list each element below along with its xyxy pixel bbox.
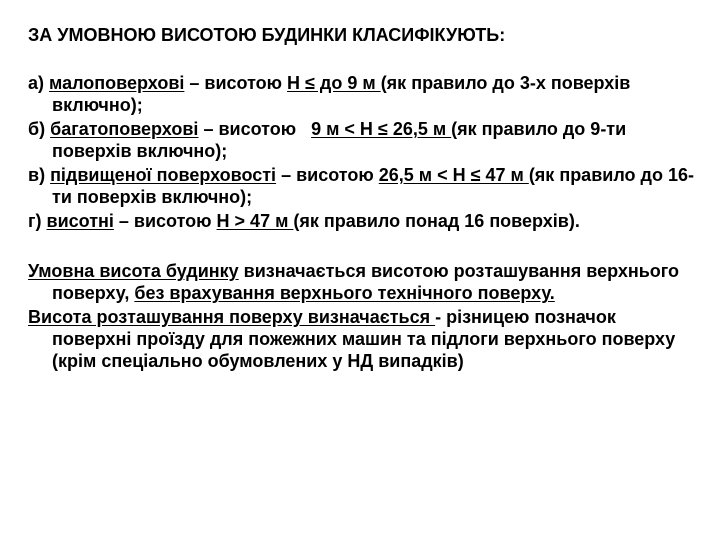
definition-floor-height	[28, 306, 700, 372]
classification-item-b	[28, 118, 700, 162]
definition-text: визначається висотою розташування верхнього поверху,	[52, 261, 680, 303]
classification-item-c	[28, 164, 700, 208]
item-note: (як правило до 9-ти поверхів включно);	[52, 119, 627, 161]
item-dash: – висотою	[184, 73, 288, 93]
definition-conditional-height	[28, 260, 700, 304]
slide-title: ЗА УМОВНОЮ ВИСОТОЮ БУДИНКИ КЛАСИФІКУЮТЬ:	[28, 25, 506, 45]
definition-term: Висота розташування поверху визначається	[28, 307, 436, 327]
item-term: багатоповерхові	[50, 119, 199, 139]
definition-text: - різницею позначок поверхні проїзду для пожежних машин та підлоги верхнього поверху (крім спеціально обумовлених у НД випадків)	[52, 307, 676, 371]
item-prefix: в)	[28, 165, 51, 185]
item-height-range: 9 м < Н ≤ 26,5 м	[311, 119, 452, 139]
item-dash: – висотою	[198, 119, 312, 139]
classification-item-d	[28, 210, 700, 232]
classification-item-a	[28, 72, 700, 116]
item-dash: – висотою	[113, 211, 217, 231]
item-term: малоповерхові	[49, 73, 185, 93]
definition-underlined-tail: без врахування верхнього технічного поверху.	[134, 283, 555, 303]
item-note: (як правило до 16-ти поверхів включно);	[52, 165, 694, 207]
item-prefix: б)	[28, 119, 51, 139]
item-term: підвищеної поверховості	[50, 165, 277, 185]
item-prefix: г)	[28, 211, 47, 231]
item-dash: – висотою	[276, 165, 379, 185]
item-height-range: Н ≤ до 9 м	[287, 73, 381, 93]
item-prefix: а)	[28, 73, 50, 93]
spacer	[28, 234, 700, 260]
item-note: (як правило до 3-х поверхів включно);	[52, 73, 631, 115]
item-term: висотні	[46, 211, 114, 231]
definition-term: Умовна висота будинку	[28, 261, 239, 281]
item-height-range: Н > 47 м	[216, 211, 294, 231]
item-note: (як правило понад 16 поверхів).	[293, 211, 580, 231]
item-height-range: 26,5 м < Н ≤ 47 м	[378, 165, 529, 185]
